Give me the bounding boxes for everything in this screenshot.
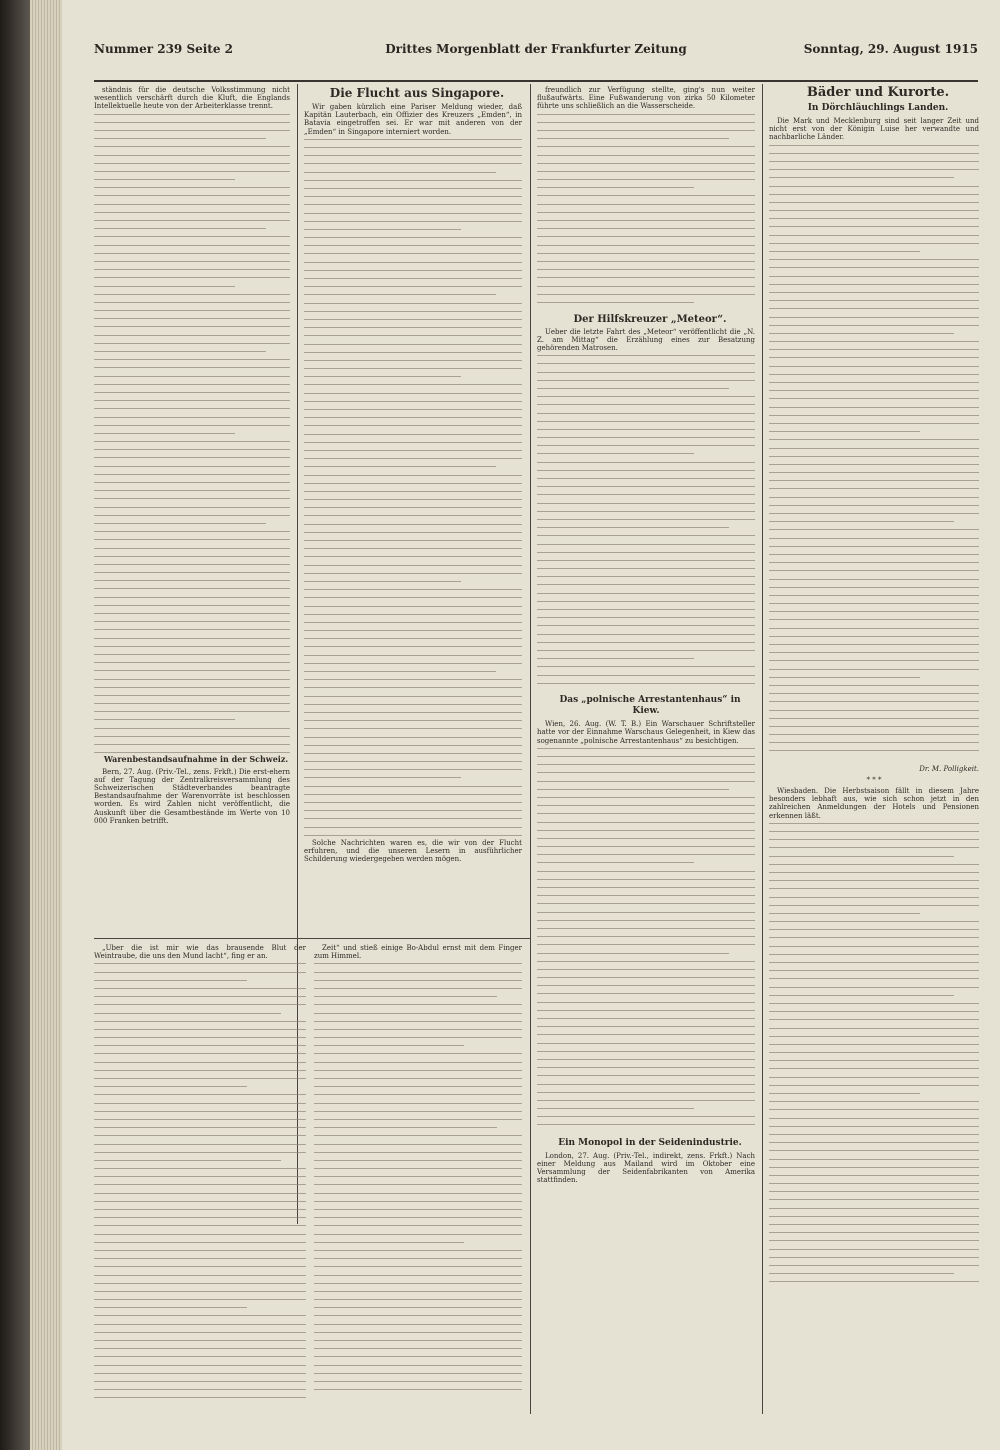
text-lines: [769, 145, 979, 765]
author-signature: Dr. M. Polligkeit.: [919, 764, 979, 773]
column-2: [304, 86, 522, 936]
article-text: Wiesbaden. Die Herbstsaison fällt in diesem Jahre besonders lebhaft aus, wie sich schon jetzt in den zahlreichen Anmeldungen der Hotels und Pensionen erkennen läßt.: [769, 787, 979, 820]
article-headline: Der Hilfskreuzer „Meteor“.: [573, 313, 727, 325]
feuilleton-text: „Über die ist mir wie das brausende Blut der Weintraube, die uns den Mund lacht“, fing er an.: [94, 944, 306, 961]
page-header: [94, 42, 978, 82]
text-lines: [769, 823, 979, 1293]
text-lines: [304, 139, 522, 839]
article-headline: Das „polnische Arrestantenhaus“ in Kiew.: [559, 695, 741, 717]
feuilleton-col-1: [94, 944, 306, 1424]
article-text: London, 27. Aug. (Priv.-Tel., indirekt, zens. Frkft.) Nach einer Meldung aus Mailand wird im Oktober eine Versammlung der Seidenfabrikanten von Amerika stattfinden.: [537, 1151, 755, 1185]
section-title: Bäder und Kurorte.: [806, 86, 950, 100]
article-text: Bern, 27. Aug. (Priv.-Tel., zens. Frkft.) Die erst-ehern auf der Tagung der Zentralkreisversammlung des Schweizerischen Städteverbandes beantragte Bestandsaufnahme der Warenvorräte ist beschlossen worden. Es wird Zahlen nicht veröffentlicht, die Auskunft über die Gesamtbestände im Werte von 10 000 Franken betrifft.: [94, 767, 290, 825]
text-lines: [537, 355, 755, 695]
divider: * * *: [866, 775, 882, 784]
issue-number: Nummer 239 Seite 2: [94, 42, 234, 56]
article-text: Solche Nachrichten waren es, die wir von der Flucht erfuhren, und die unseren Lesern in ausführlicher Schilderung wiedergegeben werden mögen.: [304, 838, 522, 864]
article-text: ständnis für die deutsche Volksstimmung nicht wesentlich verschärft durch die Kluft, die Englands Intellektuelle heute von der Arbeiterklasse trennt.: [94, 86, 290, 111]
article-text: freundlich zur Verfügung stellte, ging's nun weiter flußaufwärts. Eine Fußwanderung von zirka 50 Kilometer führte uns schließlich an die Wasserscheide.: [537, 86, 755, 111]
feuilleton-col-2: [314, 944, 522, 1424]
article-headline: Ein Monopol in der Seidenindustrie.: [558, 1137, 742, 1148]
issue-date: Sonntag, 29. August 1915: [803, 42, 978, 56]
section-heading: Warenbestandsaufnahme in der Schweiz.: [103, 753, 289, 764]
article-text: Wir gaben kürzlich eine Pariser Meldung wieder, daß Kapitän Lauterbach, ein Offizier des Kreuzers „Emden“, in Batavia eingetroffen sei. Er war mit anderen von der „Emden“ in Singapore interniert worden.: [304, 103, 522, 136]
column-4: [769, 86, 979, 1416]
column-1: [94, 86, 290, 936]
text-lines: [537, 748, 755, 1138]
article-headline: Die Flucht aus Singapore.: [329, 86, 505, 100]
book-spine: [0, 0, 62, 1450]
article-text: Ueber die letzte Fahrt des „Meteor“ veröffentlicht die „N. Z. am Mittag“ die Erzählung eines zur Besatzung gehörenden Matrosen.: [537, 327, 755, 353]
text-lines: [94, 114, 290, 754]
article-headline: In Dörchläuchlings Landen.: [807, 103, 949, 113]
text-lines: [537, 114, 755, 314]
text-lines: [314, 963, 522, 1403]
newspaper-page: [62, 0, 1000, 1450]
text-lines: [94, 963, 306, 1403]
article-text: Wien, 26. Aug. (W. T. B.) Ein Warschauer Schriftsteller hatte vor der Einnahme Warschaus Gelegenheit, in Kiew das sogenannte „polnische Arrestantenhaus“ zu besichtigen.: [537, 720, 755, 745]
masthead: Drittes Morgenblatt der Frankfurter Zeitung: [385, 42, 687, 56]
feuilleton-text: Zeit“ und stieß einige Bo-Abdul ernst mit dem Finger zum Himmel.: [314, 944, 522, 961]
article-text: Die Mark und Mecklenburg sind seit langer Zeit und nicht erst von der Königin Luise her verwandte und nachbarliche Länder.: [769, 117, 979, 142]
column-3: [537, 86, 755, 1416]
